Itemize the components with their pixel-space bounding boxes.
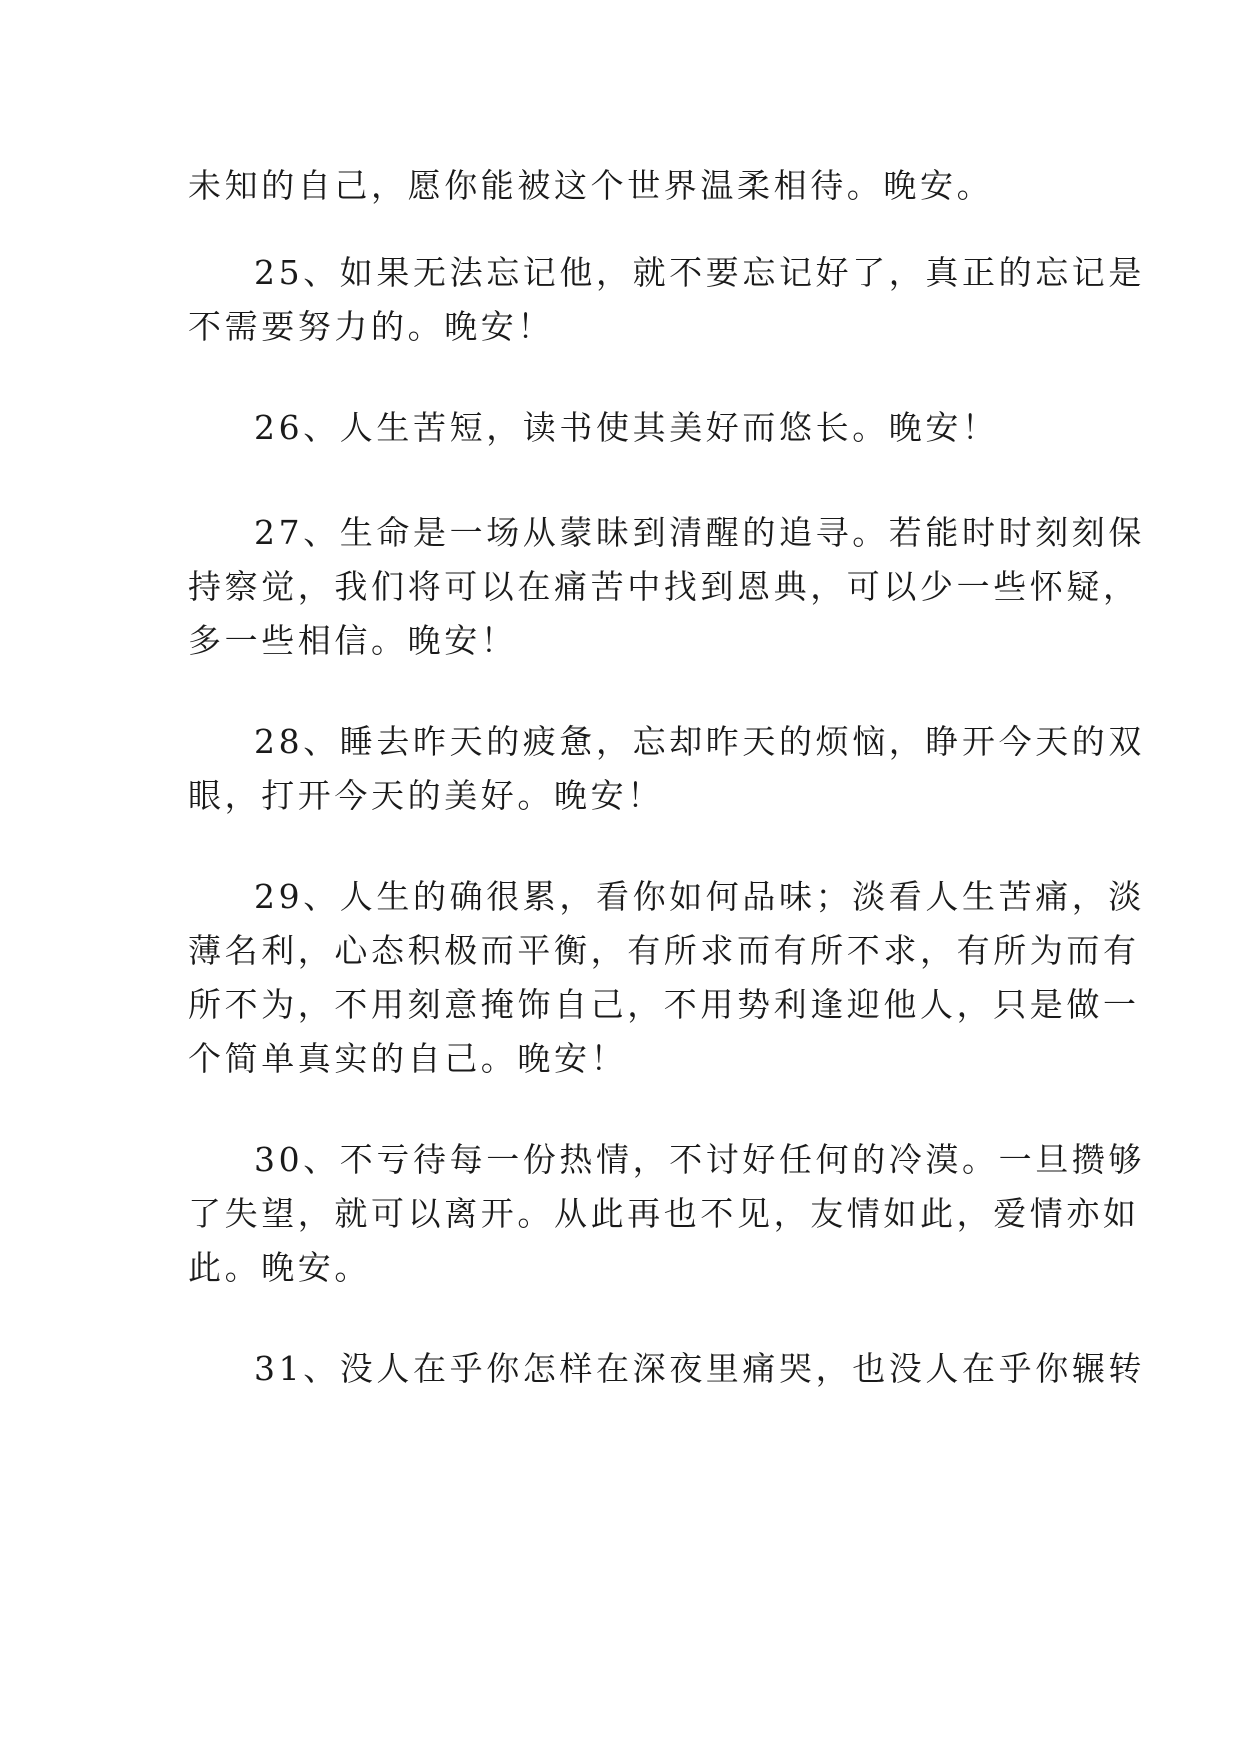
paragraph-25-line-2: 不需要努力的。晚安！ (188, 307, 554, 346)
paragraph-29-line-3: 所不为，不用刻意掩饰自己，不用势利逢迎他人，只是做一 (188, 985, 1140, 1024)
paragraph-29-line-2: 薄名利，心态积极而平衡，有所求而有所不求，有所为而有 (188, 931, 1140, 970)
paragraph-30-line-3: 此。晚安。 (188, 1248, 371, 1287)
paragraph-30-line-2: 了失望，就可以离开。从此再也不见，友情如此，爱情亦如 (188, 1194, 1140, 1233)
paragraph-28-line-2: 眼，打开今天的美好。晚安！ (188, 776, 664, 815)
text-line: 未知的自己，愿你能被这个世界温柔相待。晚安。 (188, 166, 994, 205)
paragraph-27-line-1: 27、生命是一场从蒙昧到清醒的追寻。若能时时刻刻保 (254, 513, 1145, 552)
paragraph-30-line-1: 30、不亏待每一份热情，不讨好任何的冷漠。一旦攒够 (254, 1140, 1145, 1179)
paragraph-28-line-1: 28、睡去昨天的疲惫，忘却昨天的烦恼，睁开今天的双 (254, 722, 1145, 761)
paragraph-25-line-1: 25、如果无法忘记他，就不要忘记好了，真正的忘记是 (254, 253, 1145, 292)
paragraph-29-line-1: 29、人生的确很累，看你如何品味；淡看人生苦痛，淡 (254, 877, 1145, 916)
paragraph-27-line-3: 多一些相信。晚安！ (188, 621, 518, 660)
paragraph-29-line-4: 个简单真实的自己。晚安！ (188, 1039, 628, 1078)
paragraph-27-line-2: 持察觉，我们将可以在痛苦中找到恩典，可以少一些怀疑， (188, 567, 1140, 606)
paragraph-31-line-1: 31、没人在乎你怎样在深夜里痛哭，也没人在乎你辗转 (254, 1349, 1145, 1388)
paragraph-26-line-1: 26、人生苦短，读书使其美好而悠长。晚安！ (254, 408, 999, 447)
